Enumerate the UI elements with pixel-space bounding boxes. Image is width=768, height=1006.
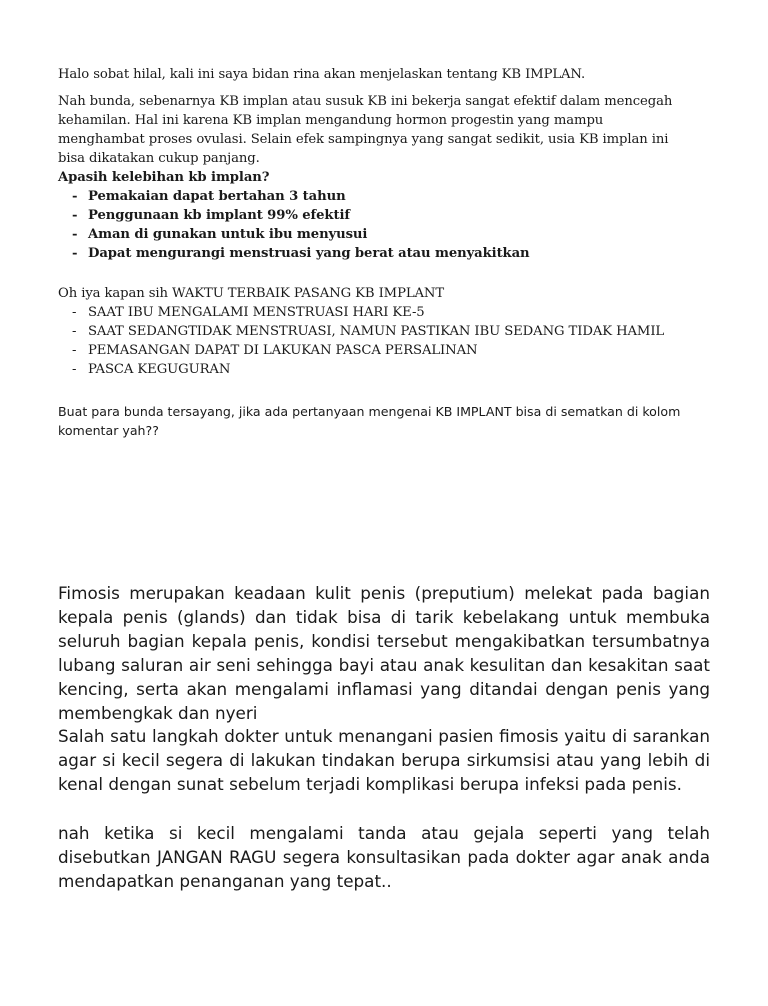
timing-list <box>58 303 718 379</box>
timing-section <box>58 284 718 379</box>
list-item-text: Aman di gunakan untuk ibu menyusui <box>88 227 368 242</box>
intro-line: Halo sobat hilal, kali ini saya bidan rina akan menjelaskan tentang KB IMPLAN. <box>58 67 586 82</box>
paragraph-line: Nah bunda, sebenarnya KB implan atau susuk KB ini bekerja sangat efektif dalam mencegah <box>58 94 673 109</box>
list-item-text: Dapat mengurangi menstruasi yang berat atau menyakitkan <box>88 246 530 261</box>
list-item <box>58 303 718 322</box>
dash-bullet: - <box>72 227 78 242</box>
list-item <box>58 206 718 225</box>
list-item <box>58 341 718 360</box>
advice-paragraph: nah ketika si kecil mengalami tanda atau gejala seperti yang telah disebutkan JANGAN RAGU segera konsultasikan pada dokter agar anak anda mendapatkan penanganan yang tepat.. <box>58 823 710 891</box>
dash-bullet: - <box>72 208 78 223</box>
closing-line: komentar yah?? <box>58 423 159 438</box>
treatment-paragraph: Salah satu langkah dokter untuk menangani pasien fimosis yaitu di sarankan agar si kecil segera di lakukan tindakan berupa sirkumsisi atau yang lebih di kenal dengan sunat sebelum terjadi komplikasi berupa infeksi pada penis. <box>58 726 710 794</box>
closing-note <box>58 402 718 440</box>
dash-bullet: - <box>72 362 77 377</box>
fimosis-paragraph: Fimosis merupakan keadaan kulit penis (preputium) melekat pada bagian kepala penis (glands) dan tidak bisa di tarik kebelakang untuk membuka seluruh bagian kepala penis, kondisi tersebut mengakibatkan tersumbatnya lubang saluran air seni sehingga bayi atau anak kesulitan dan kesakitan saat kencing, serta akan mengalami inflamasi yang ditandai dengan penis yang membengkak dan nyeri <box>58 583 710 723</box>
dash-bullet: - <box>72 189 78 204</box>
list-item <box>58 322 718 341</box>
dash-bullet: - <box>72 305 77 320</box>
list-item <box>58 187 718 206</box>
dash-bullet: - <box>72 343 77 358</box>
kb-implant-paragraph <box>58 92 718 263</box>
list-item <box>58 244 718 263</box>
paragraph-line: bisa dikatakan cukup panjang. <box>58 151 260 166</box>
list-item-text: SAAT SEDANGTIDAK MENSTRUASI, NAMUN PASTIKAN IBU SEDANG TIDAK HAMIL <box>88 324 665 339</box>
list-item-text: PASCA KEGUGURAN <box>88 362 231 377</box>
paragraph-line: menghambat proses ovulasi. Selain efek sampingnya yang sangat sedikit, usia KB implan ini <box>58 132 669 147</box>
list-item-text: Pemakaian dapat bertahan 3 tahun <box>88 189 346 204</box>
list-item <box>58 225 718 244</box>
dash-bullet: - <box>72 324 77 339</box>
list-item-text: SAAT IBU MENGALAMI MENSTRUASI HARI KE-5 <box>88 305 425 320</box>
paragraph-line: kehamilan. Hal ini karena KB implan mengandung hormon progestin yang mampu <box>58 113 604 128</box>
list-item-text: PEMASANGAN DAPAT DI LAKUKAN PASCA PERSALINAN <box>88 343 478 358</box>
list-item-text: Penggunaan kb implant 99% efektif <box>88 208 350 223</box>
list-item <box>58 360 718 379</box>
dash-bullet: - <box>72 246 78 261</box>
advantages-question: Apasih kelebihan kb implan? <box>58 170 270 185</box>
advantages-list <box>58 187 718 263</box>
timing-heading: Oh iya kapan sih WAKTU TERBAIK PASANG KB IMPLANT <box>58 286 445 301</box>
closing-line: Buat para bunda tersayang, jika ada pertanyaan mengenai KB IMPLANT bisa di sematkan di kolom <box>58 404 681 419</box>
